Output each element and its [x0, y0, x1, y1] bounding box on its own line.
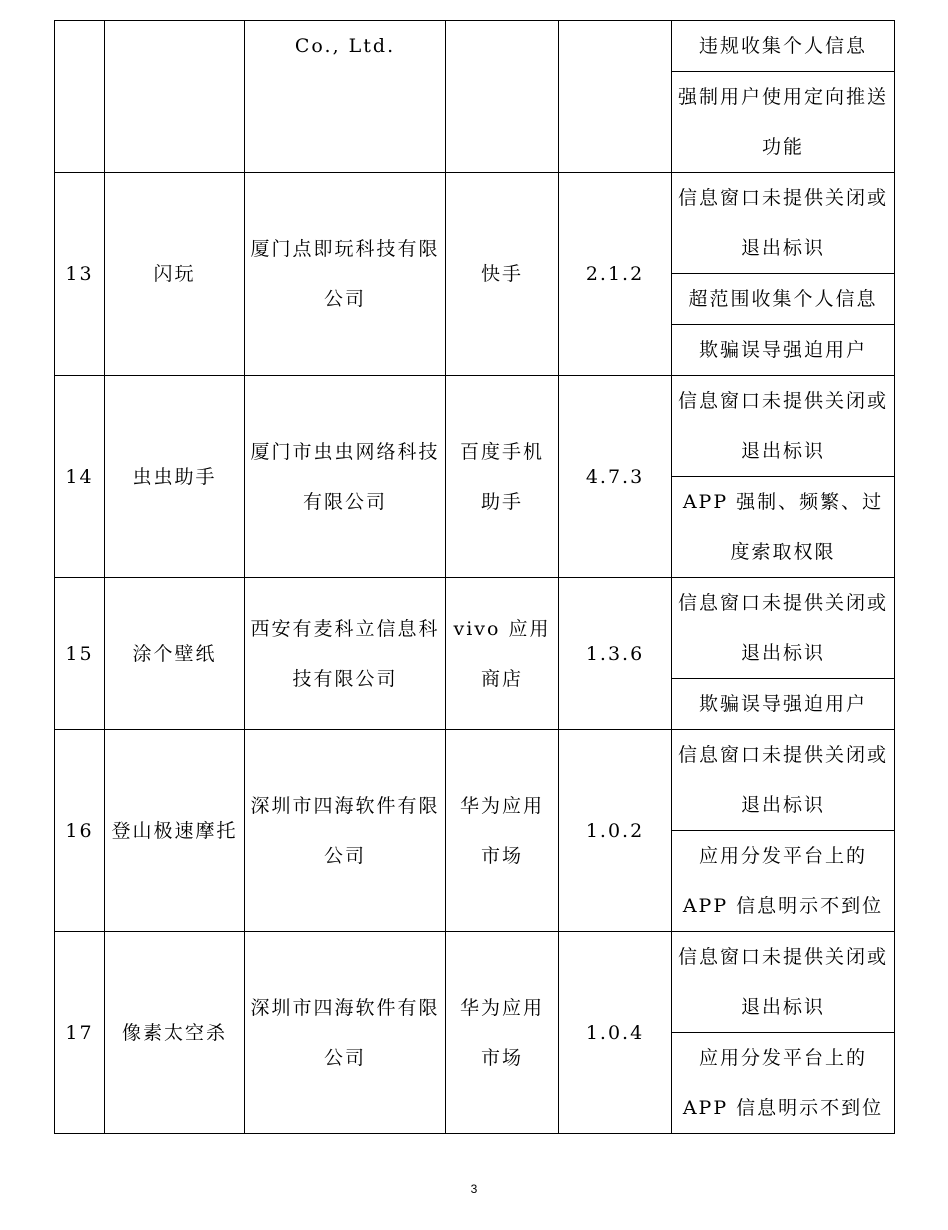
cell-no: 13 [55, 173, 105, 376]
cell-app: 闪玩 [105, 173, 245, 376]
cell-company: 深圳市四海软件有限公司 [245, 730, 446, 932]
cell-no: 17 [55, 932, 105, 1134]
cell-issue: 信息窗口未提供关闭或退出标识 [672, 730, 895, 831]
table-row [55, 578, 895, 679]
cell-issue: 应用分发平台上的APP 信息明示不到位 [672, 1033, 895, 1134]
cell-version: 4.7.3 [559, 376, 672, 578]
page-number: 3 [470, 1182, 478, 1196]
cell-version: 1.0.2 [559, 730, 672, 932]
cell-store [446, 21, 559, 173]
cell-app: 涂个壁纸 [105, 578, 245, 730]
cell-store: 快手 [446, 173, 559, 376]
cell-issue: 应用分发平台上的APP 信息明示不到位 [672, 831, 895, 932]
cell-issue: 信息窗口未提供关闭或退出标识 [672, 578, 895, 679]
table-row [55, 932, 895, 1033]
cell-issue: 欺骗误导强迫用户 [672, 679, 895, 730]
cell-company: 厦门点即玩科技有限公司 [245, 173, 446, 376]
cell-no: 14 [55, 376, 105, 578]
cell-issue: 信息窗口未提供关闭或退出标识 [672, 173, 895, 274]
cell-store: 华为应用市场 [446, 730, 559, 932]
cell-issue: APP 强制、频繁、过度索取权限 [672, 477, 895, 578]
cell-issue: 强制用户使用定向推送功能 [672, 72, 895, 173]
cell-store: 百度手机助手 [446, 376, 559, 578]
cell-no: 16 [55, 730, 105, 932]
cell-company: 厦门市虫虫网络科技有限公司 [245, 376, 446, 578]
cell-app: 虫虫助手 [105, 376, 245, 578]
cell-company: Co., Ltd. [245, 21, 446, 173]
app-violation-table [54, 20, 895, 1134]
cell-store: 华为应用市场 [446, 932, 559, 1134]
cell-issue: 欺骗误导强迫用户 [672, 325, 895, 376]
cell-company: 西安有麦科立信息科技有限公司 [245, 578, 446, 730]
cell-issue: 超范围收集个人信息 [672, 274, 895, 325]
cell-app: 登山极速摩托 [105, 730, 245, 932]
cell-app: 像素太空杀 [105, 932, 245, 1134]
table-row [55, 173, 895, 274]
cell-no [55, 21, 105, 173]
cell-version: 2.1.2 [559, 173, 672, 376]
cell-company: 深圳市四海软件有限公司 [245, 932, 446, 1134]
cell-no: 15 [55, 578, 105, 730]
cell-store: vivo 应用商店 [446, 578, 559, 730]
cell-issue: 信息窗口未提供关闭或退出标识 [672, 932, 895, 1033]
cell-issue: 信息窗口未提供关闭或退出标识 [672, 376, 895, 477]
cell-issue: 违规收集个人信息 [672, 21, 895, 72]
table-row [55, 21, 895, 72]
table-row [55, 376, 895, 477]
cell-version: 1.0.4 [559, 932, 672, 1134]
cell-version [559, 21, 672, 173]
cell-app [105, 21, 245, 173]
table-row [55, 730, 895, 831]
cell-version: 1.3.6 [559, 578, 672, 730]
